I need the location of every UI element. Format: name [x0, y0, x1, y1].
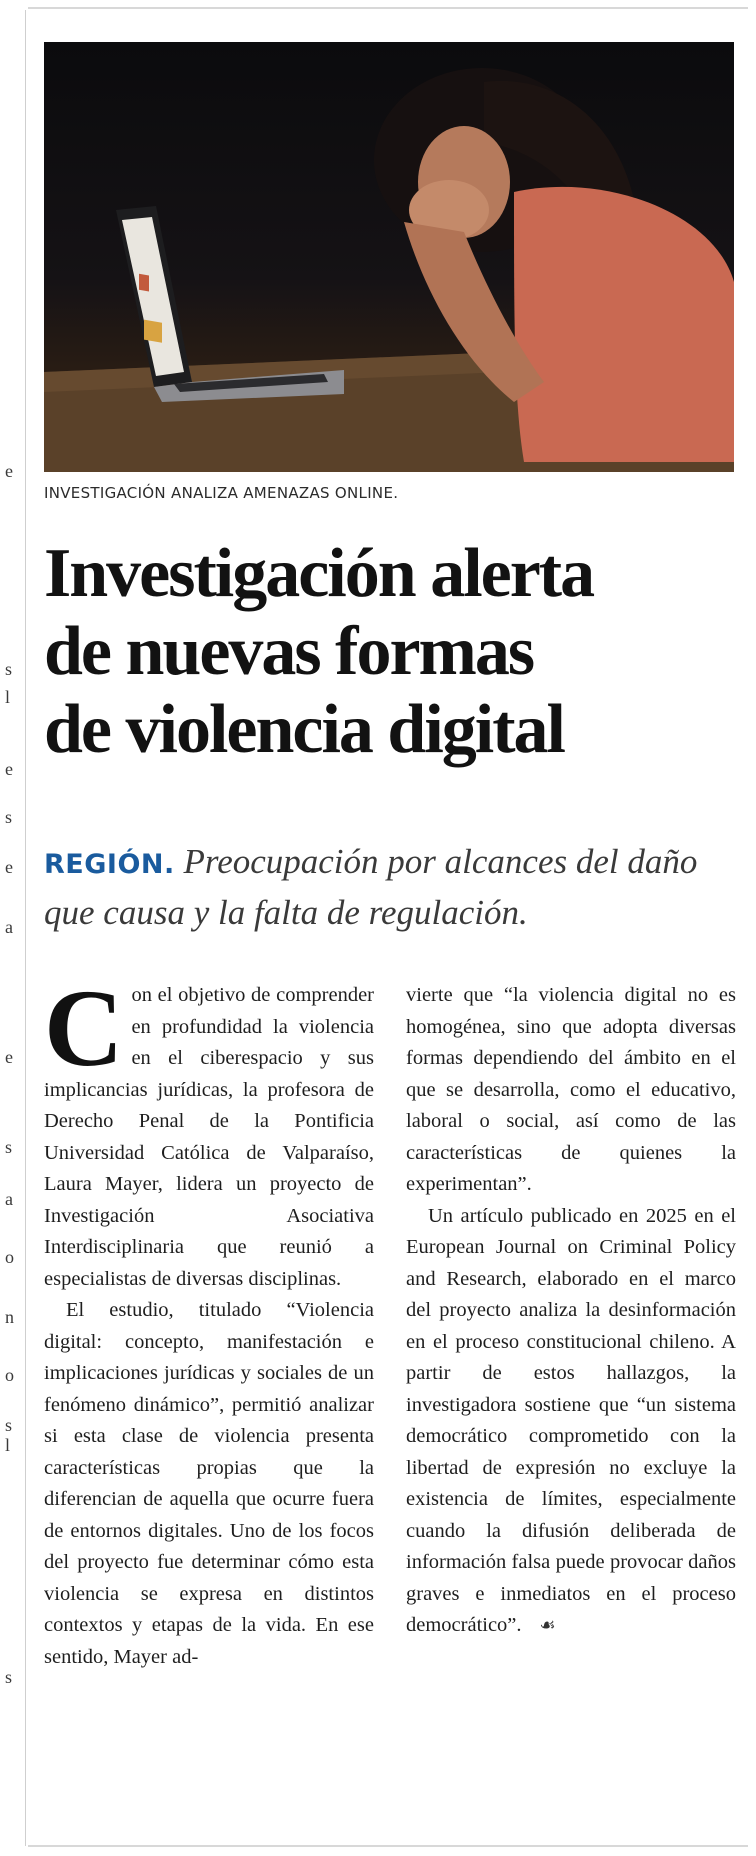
adjacent-column-fragments	[0, 0, 22, 1856]
gutter-fragment: o	[5, 1247, 14, 1267]
gutter-fragment: s	[5, 807, 13, 827]
end-mark-icon: ☙	[539, 1615, 556, 1636]
subheadline	[44, 838, 744, 937]
photo-illustration	[44, 42, 734, 472]
top-rule	[28, 7, 748, 9]
deck: Preocupación por alcances del daño que causa y la falta de regulación.	[44, 842, 698, 932]
article-body	[44, 967, 736, 1825]
gutter-fragment: e	[5, 857, 13, 877]
drop-cap: C	[44, 967, 124, 1089]
section-kicker: REGIÓN.	[44, 849, 175, 880]
gutter-fragment: a	[5, 917, 13, 937]
photo-caption: INVESTIGACIÓN ANALIZA AMENAZAS ONLINE.	[44, 484, 399, 502]
bottom-rule	[28, 1845, 748, 1847]
paragraph-text: on el objetivo de comprender en profundidad la violencia en el ciberespacio y sus implicancias jurídicas, la profesora de Derecho Penal de la Pontificia Universidad Católica de Valparaíso, Laura Mayer, lidera un proyecto de Investigación Asociativa Interdisciplinaria que reunió a especialistas de diversas disciplinas.	[44, 984, 374, 1290]
gutter-fragment: e	[5, 759, 13, 779]
column-divider	[25, 10, 26, 1846]
gutter-fragment: l	[5, 1435, 11, 1455]
body-column-2	[406, 980, 736, 1642]
gutter-fragment: l	[5, 687, 11, 707]
gutter-fragment: a	[5, 1189, 13, 1209]
paragraph	[44, 967, 374, 1295]
paragraph	[406, 1201, 736, 1642]
gutter-fragment: s	[5, 659, 13, 679]
paragraph: El estudio, titulado “Violencia digital: concepto, manifestación e implicaciones jurídicas y sociales de un fenómeno dinámico”, permitió analizar si esta clase de violencia presenta características propias que la diferencian de aquella que ocurre fuera de entornos digitales. Uno de los focos del proyecto fue determinar cómo esta violencia se expresa en distintos contextos y etapas de la vida. En ese sentido, Mayer ad-	[44, 1299, 374, 1668]
gutter-fragment: e	[5, 1047, 13, 1067]
article-photo	[44, 42, 734, 472]
gutter-fragment: e	[5, 461, 13, 481]
gutter-fragment: s	[5, 1137, 13, 1157]
headline-line: de nuevas formas	[44, 613, 534, 690]
body-column-1	[44, 967, 374, 1673]
paragraph-text: Un artículo publicado en 2025 en el European Journal on Criminal Policy and Research, elaborado en el marco del proyecto analiza la desinformación en el proceso constitucional chileno. A partir de estos hallazgos, la investigadora sostiene que “un sistema democrático comprometido con la libertad de expresión no excluye la existencia de límites, especialmente cuando la difusión deliberada de información falsa puede provocar daños graves e inmediatos en el proceso democrático”.	[406, 1204, 736, 1636]
gutter-fragment: o	[5, 1365, 14, 1385]
headline	[44, 535, 744, 769]
gutter-fragment: n	[5, 1307, 14, 1327]
headline-line: de violencia digital	[44, 691, 564, 768]
headline-line: Investigación alerta	[44, 535, 594, 612]
gutter-fragment: s	[5, 1415, 13, 1435]
gutter-fragment: s	[5, 1667, 13, 1687]
paragraph: vierte que “la violencia digital no es homogénea, sino que adopta diversas formas dependiendo del ámbito en el que se desarrolla, como el educativo, laboral o social, así como de las características de quienes la experimentan”.	[406, 984, 736, 1195]
